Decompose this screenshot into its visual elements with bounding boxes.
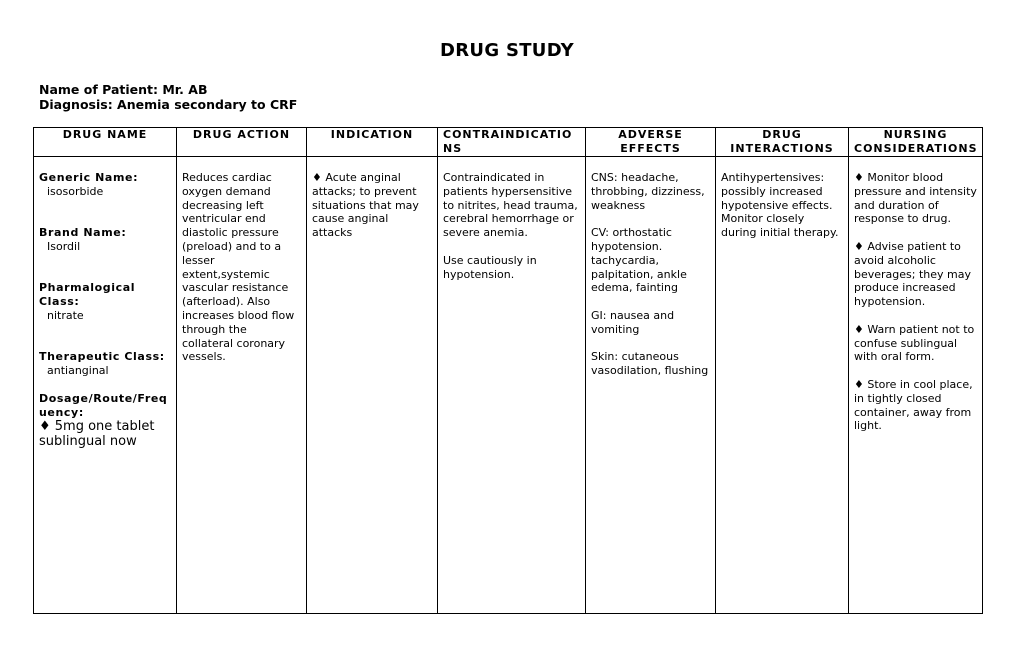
- header-adverse-effects: ADVERSE EFFECTS: [586, 128, 716, 157]
- patient-info: [39, 82, 297, 112]
- cell-indication: [307, 157, 438, 614]
- cell-drug-interactions: [716, 157, 849, 614]
- generic-name-value: isosorbide: [47, 184, 104, 198]
- page-title: DRUG STUDY: [440, 40, 574, 61]
- brand-name-label: Brand Name:: [39, 226, 127, 240]
- cell-drug-action: [177, 157, 307, 614]
- cell-contraindications: [438, 157, 586, 614]
- header-nursing-considerations: NURSING CONSIDERATIONS: [849, 128, 983, 157]
- contraindication-item: Contraindicated in patients hypersensitive to nitrites, head trauma, cerebral hemorrhage or severe anemia.: [443, 171, 578, 240]
- generic-name-label: Generic Name:: [39, 171, 139, 184]
- indication-text: ♦ Acute anginal attacks; to prevent situations that may cause anginal attacks: [312, 171, 419, 240]
- header-indication: INDICATION: [307, 128, 438, 157]
- adverse-effect-item: GI: nausea and vomiting: [591, 308, 675, 336]
- cell-adverse-effects: [586, 157, 716, 614]
- adverse-effect-item: Skin: cutaneous vasodilation, flushing: [591, 350, 709, 378]
- header-drug-action: DRUG ACTION: [177, 128, 307, 157]
- brand-name-value: Isordil: [47, 239, 81, 253]
- nursing-consideration-item: ♦ Warn patient not to confuse sublingual with oral form.: [854, 322, 975, 364]
- nursing-consideration-item: ♦ Advise patient to avoid alcoholic beverages; they may produce increased hypotension.: [854, 239, 971, 309]
- cell-nursing-considerations: [849, 157, 983, 614]
- header-contraindications: CONTRAINDICATIONS: [438, 128, 586, 157]
- nursing-consideration-item: ♦ Store in cool place, in tightly closed container, away from light.: [854, 377, 973, 433]
- header-drug-interactions: DRUG INTERACTIONS: [716, 128, 849, 157]
- contraindication-item: Use cautiously in hypotension.: [443, 253, 537, 281]
- header-drug-name: DRUG NAME: [34, 128, 177, 157]
- therapeutic-class-label: Therapeutic Class:: [39, 350, 165, 364]
- drug-study-table: [33, 127, 983, 614]
- dosage-label: Dosage/Route/Frequency:: [39, 391, 168, 419]
- nursing-consideration-item: ♦ Monitor blood pressure and intensity and duration of response to drug.: [854, 171, 977, 226]
- adverse-effect-item: CV: orthostatic hypotension. tachycardia, palpitation, ankle edema, fainting: [591, 226, 687, 295]
- pharmacological-class-label: Pharmalogical Class:: [39, 281, 136, 309]
- table-header-row: [34, 128, 983, 157]
- adverse-effect-item: CNS: headache, throbbing, dizziness, weakness: [591, 171, 705, 212]
- therapeutic-class-value: antianginal: [47, 364, 109, 378]
- drug-interactions-text: Antihypertensives: possibly increased hypotensive effects. Monitor closely during initial therapy.: [721, 171, 839, 240]
- patient-name: Name of Patient: Mr. AB: [39, 82, 208, 97]
- pharmacological-class-value: nitrate: [47, 308, 84, 322]
- dosage-value: ♦ 5mg one tablet sublingual now: [39, 419, 155, 450]
- drug-action-text: Reduces cardiac oxygen demand decreasing left ventricular end diastolic pressure (preload) and to a lesser extent,systemic vascular resistance (afterload). Also increases blood flow through the collateral coronary vessels.: [182, 171, 295, 364]
- table-row: [34, 157, 983, 614]
- cell-drug-name: [34, 157, 177, 614]
- patient-diagnosis: Diagnosis: Anemia secondary to CRF: [39, 97, 298, 112]
